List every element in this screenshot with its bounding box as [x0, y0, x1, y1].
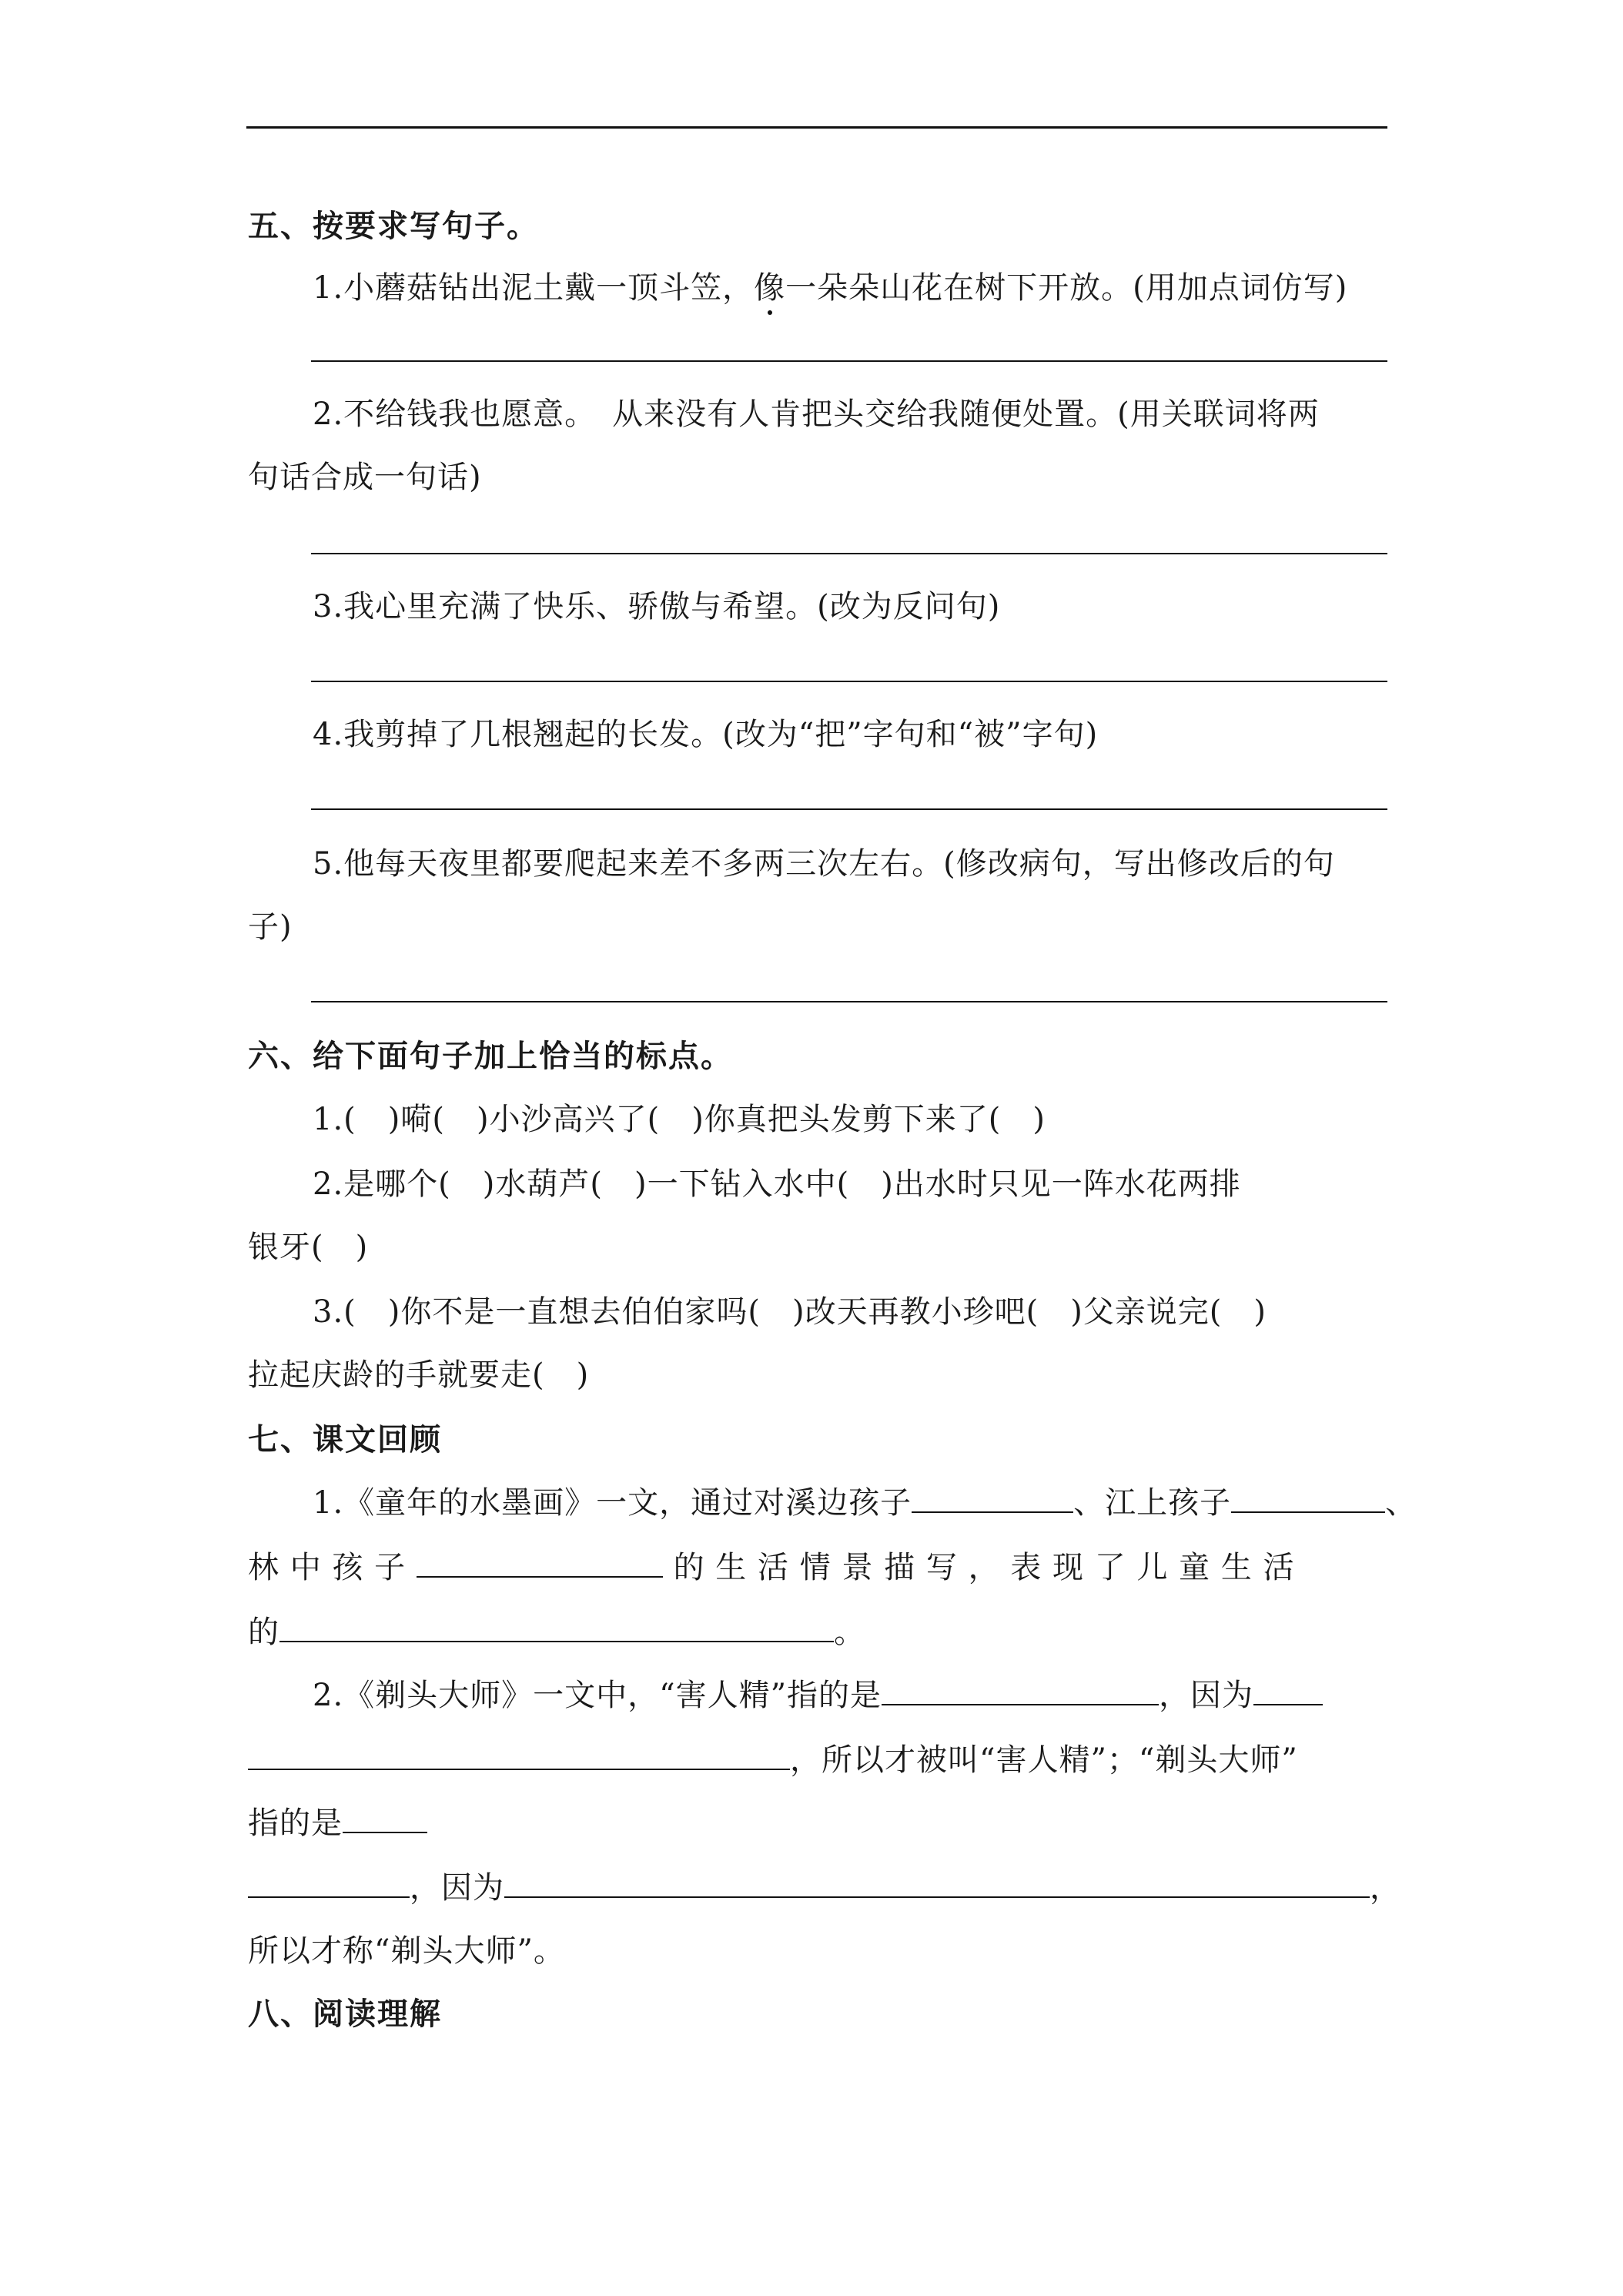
- section6-q3-line1: 3.( )你不是一直想去伯伯家吗( )改天再教小珍吧( )父亲说完( ): [313, 1294, 1267, 1330]
- section7-q1-blank4[interactable]: [279, 1615, 834, 1642]
- section7-heading: 七、课文回顾: [248, 1422, 442, 1458]
- section5-q5-line1: 5.他每天夜里都要爬起来差不多两三次左右。(修改病句，写出修改后的句: [313, 846, 1335, 882]
- section5-q1-text-b: 一朵朵山花在树下开放。(用加点词仿写): [785, 270, 1348, 306]
- section5-q2-answer-line[interactable]: [311, 553, 1387, 554]
- section7-q2-text3: ，所以才被叫“害人精”；“剃头大师”: [790, 1742, 1298, 1778]
- section5-q3: 3.我心里充满了快乐、骄傲与希望。(改为反问句): [313, 589, 1001, 624]
- top-rule: [246, 126, 1387, 129]
- section5-q4: 4.我剪掉了几根翘起的长发。(改为“把”字句和“被”字句): [313, 717, 1099, 752]
- section7-q2-blank4[interactable]: [343, 1806, 427, 1833]
- section7-q1-text6: 的: [248, 1615, 279, 1650]
- section5-q2-line2: 句话合成一句话): [248, 460, 482, 495]
- section5-q4-answer-line[interactable]: [311, 808, 1387, 810]
- section7-q2-line2: [248, 1735, 1298, 1779]
- section7-q1-line1: [313, 1478, 1417, 1522]
- section7-q2-line4: [248, 1863, 1401, 1907]
- section7-q2-text4: 指的是: [248, 1806, 343, 1841]
- section7-q2-line5: 所以才称“剃头大师”。: [248, 1933, 565, 1969]
- section7-q1-text5: 的 生 活 情 景 描 写 ， 表 现 了 儿 童 生 活: [673, 1550, 1295, 1585]
- section7-q1-line3: [248, 1608, 865, 1652]
- section7-q1-blank2[interactable]: [1231, 1485, 1385, 1513]
- section5-q2-line1: 2.不给钱我也愿意。 从来没有人肯把头交给我随便处置。(用关联词将两: [313, 397, 1320, 432]
- section7-q2-text5: ，因为: [410, 1870, 504, 1906]
- section5-q1-dotted-word: 像: [754, 270, 786, 306]
- section5-q1-answer-line[interactable]: [311, 360, 1387, 362]
- section7-q2-blank5[interactable]: [248, 1870, 410, 1898]
- section7-q1-text3: 、: [1385, 1485, 1417, 1521]
- section7-q2-blank3[interactable]: [248, 1742, 790, 1770]
- section7-q2-blank1[interactable]: [882, 1678, 1159, 1705]
- section7-q2-text2: ，因为: [1159, 1678, 1254, 1713]
- section7-q2-line3: [248, 1799, 427, 1842]
- section7-q1-text7: 。: [834, 1615, 865, 1650]
- section7-q1-text1: 1.《童年的水墨画》一文，通过对溪边孩子: [313, 1485, 912, 1521]
- section6-heading: 六、给下面句子加上恰当的标点。: [248, 1039, 733, 1074]
- section6-q1: 1.( )嗬( )小沙高兴了( )你真把头发剪下来了( ): [313, 1102, 1046, 1137]
- section5-q5-answer-line[interactable]: [311, 1001, 1387, 1002]
- section7-q2-text1: 2.《剃头大师》一文中，“害人精”指的是: [313, 1678, 882, 1713]
- section7-q1-text2: 、江上孩子: [1073, 1485, 1232, 1521]
- section7-q2-line1: [313, 1671, 1323, 1715]
- section7-q2-blank2[interactable]: [1253, 1678, 1323, 1705]
- section5-q1: [313, 263, 1347, 307]
- section6-q3-line2: 拉起庆龄的手就要走( ): [248, 1357, 590, 1393]
- section5-q5-line2: 子): [248, 909, 293, 945]
- section7-q1-text4: 林 中 孩 子: [248, 1550, 407, 1585]
- section7-q1-line2: [248, 1543, 1295, 1587]
- section8-heading: 八、阅读理解: [248, 1996, 442, 2032]
- section7-q2-text6: ，: [1370, 1870, 1401, 1906]
- section6-q2-line1: 2.是哪个( )水葫芦( )一下钻入水中( )出水时只见一阵水花两排: [313, 1166, 1241, 1202]
- section5-q3-answer-line[interactable]: [311, 681, 1387, 682]
- section5-q1-text-a: 1.小蘑菇钻出泥土戴一顶斗笠，: [313, 270, 755, 306]
- section7-q1-blank1[interactable]: [912, 1485, 1073, 1513]
- section7-q1-blank3[interactable]: [417, 1550, 663, 1578]
- section5-heading: 五、按要求写句子。: [248, 209, 539, 244]
- section7-q2-blank6[interactable]: [504, 1870, 1370, 1898]
- section6-q2-line2: 银牙( ): [248, 1230, 369, 1265]
